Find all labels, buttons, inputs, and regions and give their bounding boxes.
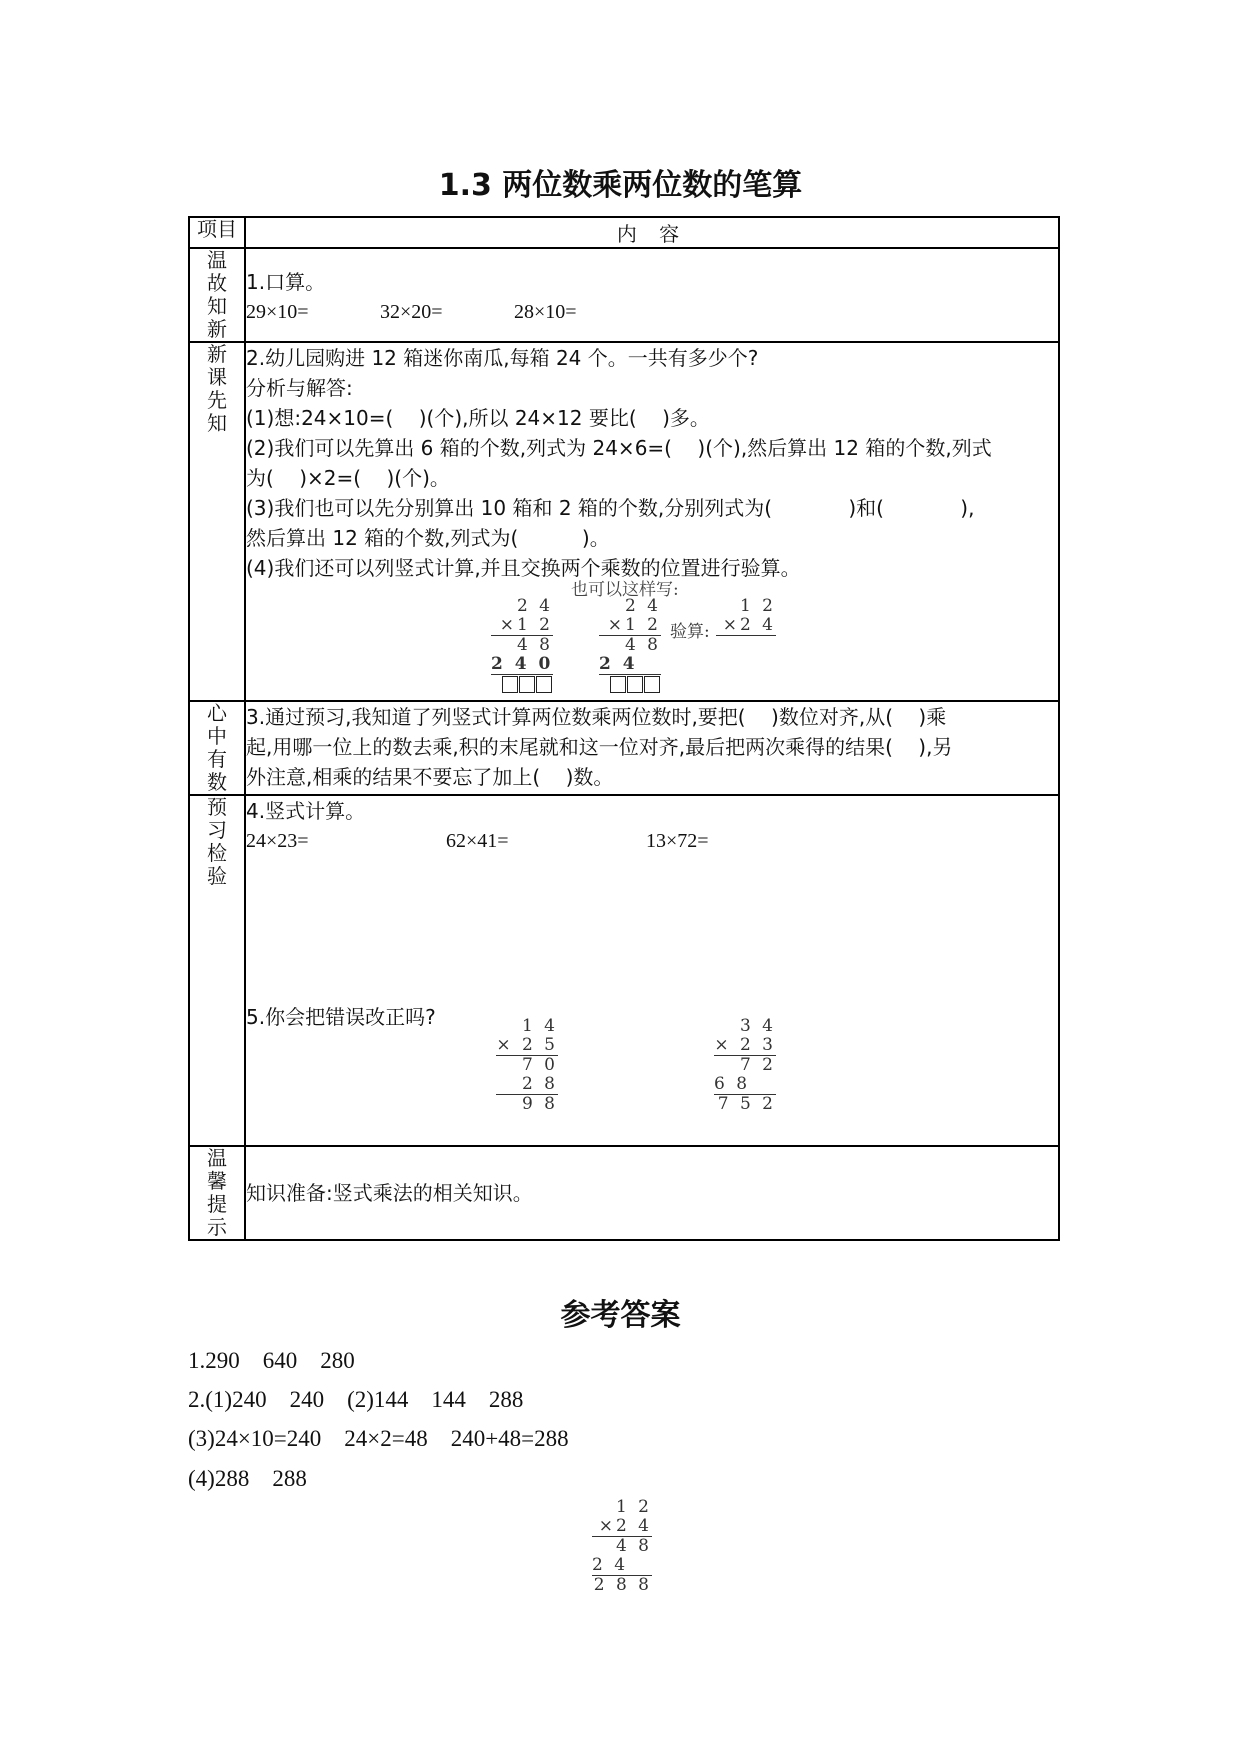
answer-4: (4)288 288 xyxy=(188,1466,307,1491)
part-3b: 然后算出 12 箱的个数,列式为( )。 xyxy=(246,526,610,550)
part-4: (4)我们还可以列竖式计算,并且交换两个乘数的位置进行验算。 xyxy=(246,556,801,580)
header-content: 内 容 xyxy=(245,217,1059,248)
table-header-row xyxy=(189,217,1059,248)
calc-item: 24×23= xyxy=(246,830,309,852)
section-tips xyxy=(189,1146,1059,1240)
part-2a: (2)我们可以先算出 6 箱的个数,列式为 24×6=( )(个),然后算出 12 箱的个数,列式 xyxy=(246,436,992,460)
section-label-review: 温故知新 xyxy=(207,248,227,341)
part-3a: (3)我们也可以先分别算出 10 箱和 2 箱的个数,分别列式为( )和( ), xyxy=(246,496,975,520)
section-understanding xyxy=(189,701,1059,795)
section-label-preview: 预习检验 xyxy=(207,795,227,888)
question-5: 5.你会把错误改正吗? xyxy=(246,1005,436,1029)
section-label-tips: 温馨提示 xyxy=(207,1146,227,1239)
also-label: 也可以这样写: xyxy=(571,580,679,600)
question-4: 4.竖式计算。 xyxy=(246,799,366,823)
question-3a: 3.通过预习,我知道了列竖式计算两位数乘两位数时,要把( )数位对齐,从( )乘 xyxy=(246,705,947,729)
wrong-calc-1: 1 4 × 2 5 7 0 2 8 9 8 xyxy=(496,1016,558,1114)
part-1: (1)想:24×10=( )(个),所以 24×12 要比( )多。 xyxy=(246,406,710,430)
wrong-calc-2: 3 4 × 2 3 7 2 6 8 7 5 2 xyxy=(714,1016,776,1114)
part-2b: 为( )×2=( )(个)。 xyxy=(246,466,450,490)
answer-box xyxy=(610,676,626,693)
check-label: 验算: xyxy=(670,622,710,642)
oral-item: 29×10= xyxy=(246,301,309,323)
answer-box xyxy=(519,676,535,693)
tips-text: 知识准备:竖式乘法的相关知识。 xyxy=(245,1146,1059,1240)
answer-1: 1.290 640 280 xyxy=(188,1348,355,1373)
calc-item: 13×72= xyxy=(646,830,709,852)
section-label-understanding: 心中有数 xyxy=(207,701,227,794)
question-1: 1.口算。 xyxy=(246,270,326,294)
question-3c: 外注意,相乘的结果不要忘了加上( )数。 xyxy=(246,765,614,789)
vertical-calc-b: 2 4 ×1 2 4 8 2 4 xyxy=(599,597,661,693)
answer-3: (3)24×10=240 24×2=48 240+48=288 xyxy=(188,1426,569,1451)
page-title: 1.3 两位数乘两位数的笔算 xyxy=(438,168,803,203)
question-3b: 起,用哪一位上的数去乘,积的末尾就和这一位对齐,最后把两次乘得的结果( ),另 xyxy=(246,735,953,759)
header-item: 项目 xyxy=(189,217,245,248)
answer-vertical-calc: 1 2 ×2 4 4 8 2 4 2 8 8 xyxy=(592,1497,652,1595)
question-2: 2.幼儿园购进 12 箱迷你南瓜,每箱 24 个。一共有多少个? xyxy=(246,346,759,370)
answer-box xyxy=(627,676,643,693)
answer-box xyxy=(502,676,518,693)
section-new-lesson xyxy=(189,342,1059,701)
answer-box xyxy=(536,676,552,693)
answers-title: 参考答案 xyxy=(560,1298,681,1333)
vertical-calc-a: 2 4 ×1 2 4 8 2 4 0 xyxy=(491,597,553,693)
oral-item: 32×20= xyxy=(380,301,443,323)
answer-box xyxy=(644,676,660,693)
oral-item: 28×10= xyxy=(514,301,577,323)
section-label-new: 新课先知 xyxy=(207,342,227,435)
section-review xyxy=(189,248,1059,342)
calc-item: 62×41= xyxy=(446,830,509,852)
analysis-label: 分析与解答: xyxy=(246,376,353,400)
worksheet-table xyxy=(188,216,1060,1241)
answer-2: 2.(1)240 240 (2)144 144 288 xyxy=(188,1387,524,1412)
vertical-calc-check: 1 2 ×2 4 xyxy=(716,597,776,636)
section-preview-check xyxy=(189,795,1059,1146)
